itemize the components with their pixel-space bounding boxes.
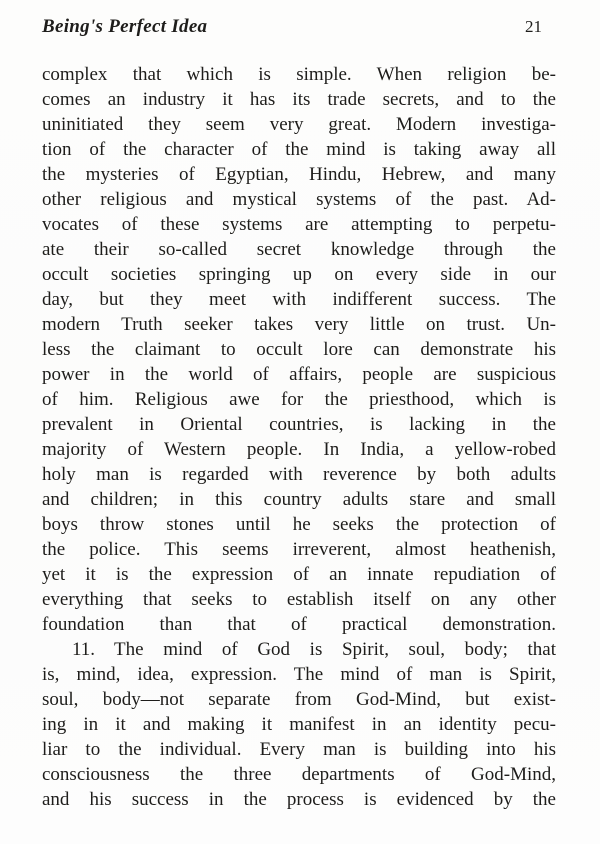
text-line: consciousness the three departments of God-Mind, [42, 764, 556, 785]
text-line: 11. The mind of God is Spirit, soul, body; that [72, 639, 556, 660]
text-line: modern Truth seeker takes very little on trust. Un- [42, 314, 556, 335]
text-line: and children; in this country adults stare and small [42, 489, 556, 510]
text-line: foundation than that of practical demonstration. [42, 614, 556, 635]
text-line: of him. Religious awe for the priesthood, which is [42, 389, 556, 410]
text-line: complex that which is simple. When religion be- [42, 64, 556, 85]
text-line: ate their so-called secret knowledge through the [42, 239, 556, 260]
text-line: soul, body—not separate from God-Mind, but exist- [42, 689, 556, 710]
text-line: is, mind, idea, expression. The mind of man is Spirit, [42, 664, 556, 685]
text-line: and his success in the process is evidenced by the [42, 789, 556, 810]
text-line: vocates of these systems are attempting to perpetu- [42, 214, 556, 235]
text-line: uninitiated they seem very great. Modern investiga- [42, 114, 556, 135]
text-line: holy man is regarded with reverence by both adults [42, 464, 556, 485]
text-line: tion of the character of the mind is taking away all [42, 139, 556, 160]
text-line: ing in it and making it manifest in an identity pecu- [42, 714, 556, 735]
text-line: day, but they meet with indifferent success. The [42, 289, 556, 310]
text-line: prevalent in Oriental countries, is lacking in the [42, 414, 556, 435]
text-line: yet it is the expression of an innate repudiation of [42, 564, 556, 585]
text-line: liar to the individual. Every man is building into his [42, 739, 556, 760]
text-line: power in the world of affairs, people are suspicious [42, 364, 556, 385]
text-line: the police. This seems irreverent, almost heathenish, [42, 539, 556, 560]
running-title: Being's Perfect Idea [42, 16, 208, 37]
text-line: majority of Western people. In India, a yellow-robed [42, 439, 556, 460]
page-header [42, 16, 556, 42]
text-line: other religious and mystical systems of the past. Ad- [42, 189, 556, 210]
text-line: everything that seeks to establish itself on any other [42, 589, 556, 610]
page-number: 21 [525, 17, 542, 36]
text-line: boys throw stones until he seeks the protection of [42, 514, 556, 535]
text-line: less the claimant to occult lore can demonstrate his [42, 339, 556, 360]
text-line: comes an industry it has its trade secrets, and to the [42, 89, 556, 110]
page-body [42, 62, 556, 812]
text-line: occult societies springing up on every side in our [42, 264, 556, 285]
text-line: the mysteries of Egyptian, Hindu, Hebrew, and many [42, 164, 556, 185]
